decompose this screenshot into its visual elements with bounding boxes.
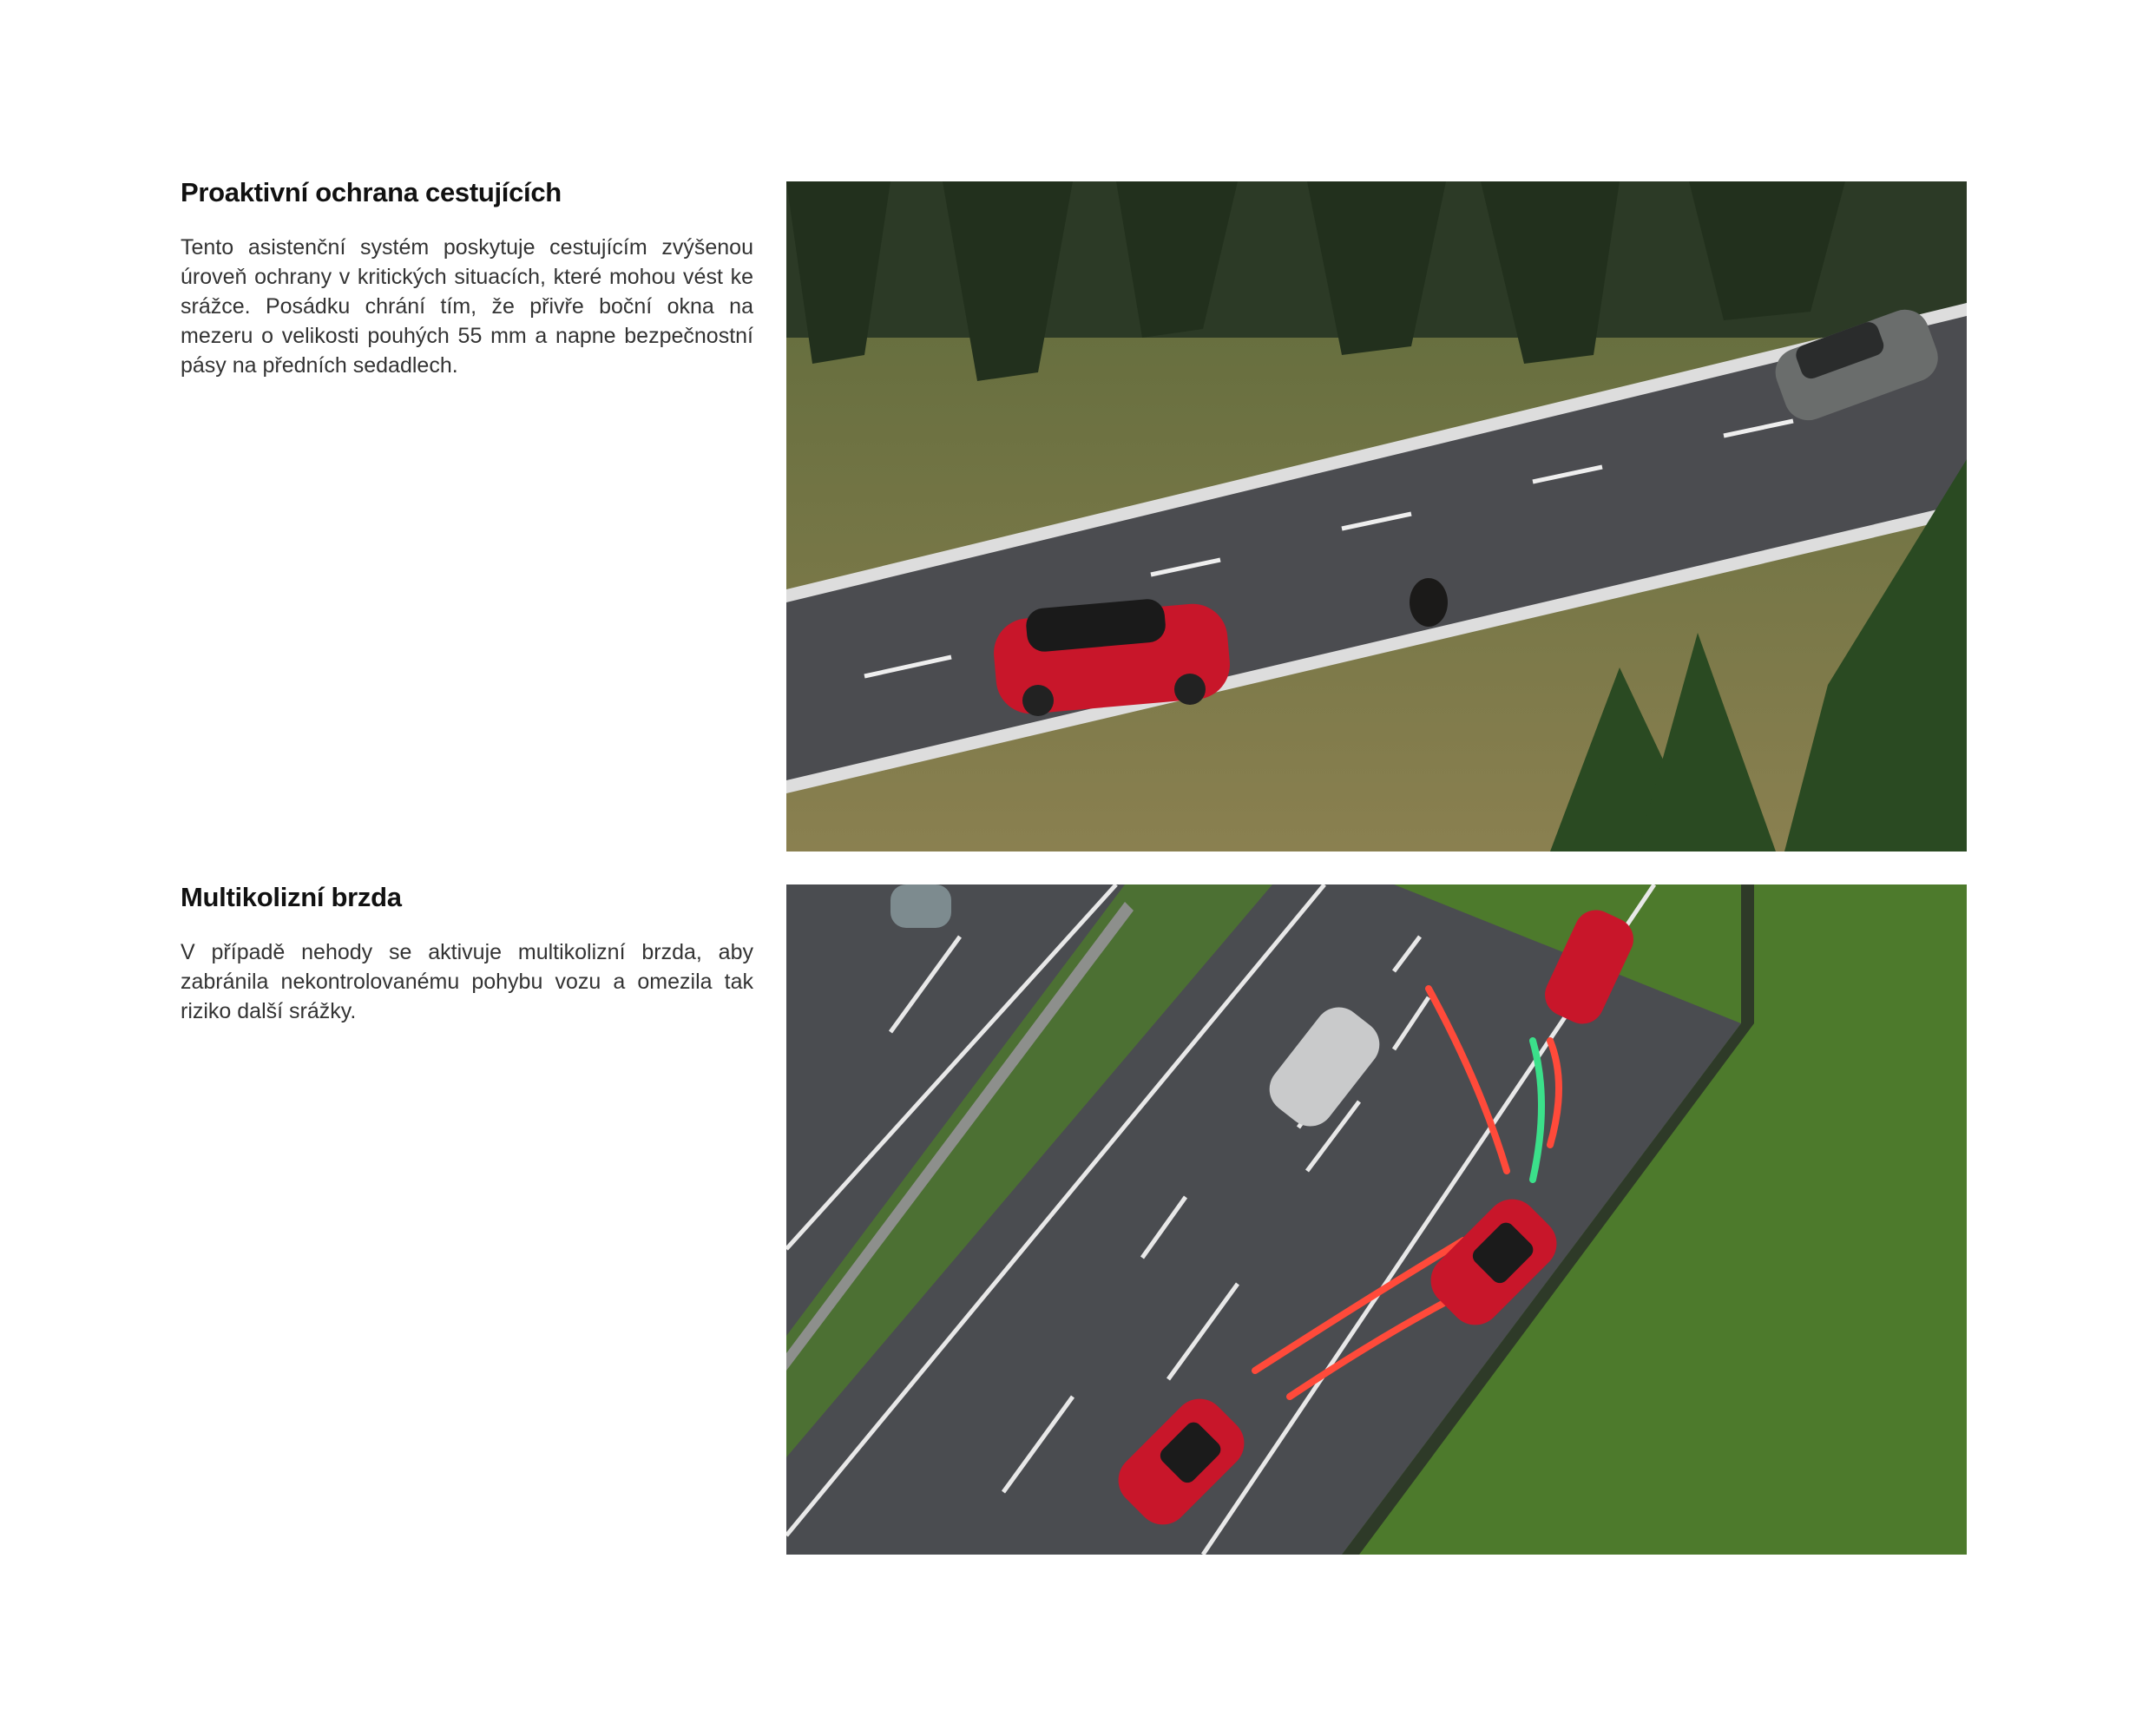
photo-highway-multicollision [786,884,1967,1555]
photo-road-with-wild-boar [786,181,1967,852]
section-text-proactive-protection: Tento asistenční systém poskytuje cestujícím zvýšenou úroveň ochrany v kritických situacích, které mohou vést ke srážce. Posádku chrání tím, že přivře boční okna na mezeru o velikosti pouhých 55 mm a napne bezpečnostní pásy na předních sedadlech. [181,235,753,378]
wild-boar [1410,578,1448,627]
section-title-proactive-protection: Proaktivní ochrana cestujících [181,177,562,207]
section-text-multicollision-brake: V případě nehody se aktivuje multikolizní brzda, aby zabránila nekontrolovanému pohybu vozu a omezila tak riziko další srážky. [181,940,753,1023]
section-title-multicollision-brake: Multikolizní brzda [181,882,402,912]
